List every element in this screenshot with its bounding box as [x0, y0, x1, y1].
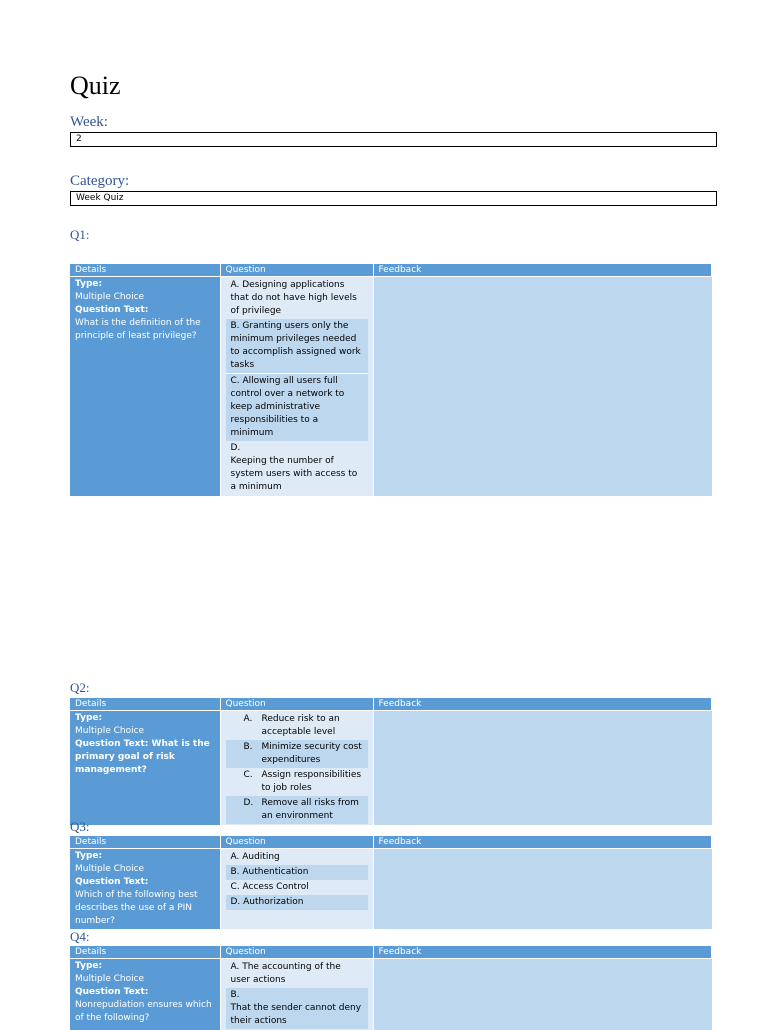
option-text: Assign responsibilities to job roles [262, 769, 363, 795]
question-type: Multiple Choice [75, 973, 215, 986]
option-letter: C. [244, 769, 262, 795]
details-cell [70, 711, 220, 826]
option-text: Reduce risk to an acceptable level [262, 713, 363, 739]
question-text-label: Question Text: [75, 304, 215, 317]
option-letter: B. [244, 741, 262, 767]
page-title: Quiz [70, 70, 121, 102]
week-field[interactable]: 2 [70, 132, 717, 147]
question-header: Question [220, 264, 373, 277]
category-field[interactable]: Week Quiz [70, 191, 717, 206]
answer-option-b[interactable]: B. [226, 988, 368, 1002]
question-cell [220, 277, 373, 497]
answer-option-c[interactable]: C. Access Control [226, 880, 368, 895]
option-letter: A. [244, 713, 262, 739]
answer-option-a[interactable]: A. Designing applications that do not have high levels of privilege [226, 278, 368, 319]
details-cell [70, 849, 220, 930]
feedback-cell[interactable] [373, 711, 712, 826]
question-text-label: Question Text: [75, 986, 215, 999]
feedback-cell[interactable] [373, 277, 712, 497]
option-letter: D. [244, 797, 262, 823]
details-header: Details [70, 264, 220, 277]
question-text: Which of the following best describes the use of a PIN number? [75, 889, 215, 928]
answer-option-b[interactable]: B. Granting users only the minimum privileges needed to accomplish assigned work tasks [226, 319, 368, 373]
feedback-cell[interactable] [373, 849, 712, 930]
question-text-label: Question Text: [75, 876, 215, 889]
week-label: Week: [70, 113, 108, 131]
answer-option-c[interactable] [226, 768, 368, 796]
question-header: Question [220, 698, 373, 711]
question-text: What is the definition of the principle of least privilege? [75, 317, 215, 343]
category-label: Category: [70, 172, 129, 190]
answer-option-c[interactable]: C. Allowing all users full control over a network to keep administrative responsibilities to a minimum [226, 373, 368, 441]
question-type: Multiple Choice [75, 291, 215, 304]
answer-option-b-text: That the sender cannot deny their actions [226, 1002, 368, 1029]
type-label: Type: [75, 850, 215, 863]
question-header: Question [220, 836, 373, 849]
answer-option-b[interactable] [226, 740, 368, 768]
details-header: Details [70, 698, 220, 711]
question-cell [220, 959, 373, 1030]
question-2-table [70, 698, 712, 825]
option-text: Remove all risks from an environment [262, 797, 363, 823]
question-text: Nonrepudiation ensures which of the following? [75, 999, 215, 1025]
answer-option-b[interactable]: B. Authentication [226, 865, 368, 880]
feedback-header: Feedback [373, 836, 712, 849]
feedback-header: Feedback [373, 946, 712, 959]
answer-option-d[interactable]: D. Authorization [226, 895, 368, 910]
question-3-label: Q3: [70, 819, 90, 834]
question-4-table [70, 946, 712, 1030]
feedback-header: Feedback [373, 698, 712, 711]
question-type: Multiple Choice [75, 725, 215, 738]
type-label: Type: [75, 278, 215, 291]
type-label: Type: [75, 960, 215, 973]
question-cell [220, 849, 373, 930]
question-header: Question [220, 946, 373, 959]
feedback-header: Feedback [373, 264, 712, 277]
question-3-table [70, 836, 712, 929]
answer-option-d[interactable]: D. [226, 441, 368, 455]
question-2-label: Q2: [70, 680, 90, 695]
answer-option-a[interactable] [226, 712, 368, 740]
question-1-table [70, 264, 712, 496]
type-label: Type: [75, 712, 215, 725]
answer-option-d[interactable] [226, 796, 368, 824]
question-text-label: Question Text: What is the primary goal of risk management? [75, 738, 215, 777]
answer-option-a[interactable]: A. The accounting of the user actions [226, 960, 368, 988]
details-header: Details [70, 946, 220, 959]
question-4-label: Q4: [70, 929, 90, 944]
question-1-label: Q1: [70, 227, 90, 242]
details-cell [70, 277, 220, 497]
question-cell [220, 711, 373, 826]
question-type: Multiple Choice [75, 863, 215, 876]
feedback-cell[interactable] [373, 959, 712, 1030]
option-text: Minimize security cost expenditures [262, 741, 363, 767]
answer-option-a[interactable]: A. Auditing [226, 850, 368, 865]
details-header: Details [70, 836, 220, 849]
answer-option-d-text: Keeping the number of system users with access to a minimum [226, 455, 368, 495]
details-cell [70, 959, 220, 1030]
